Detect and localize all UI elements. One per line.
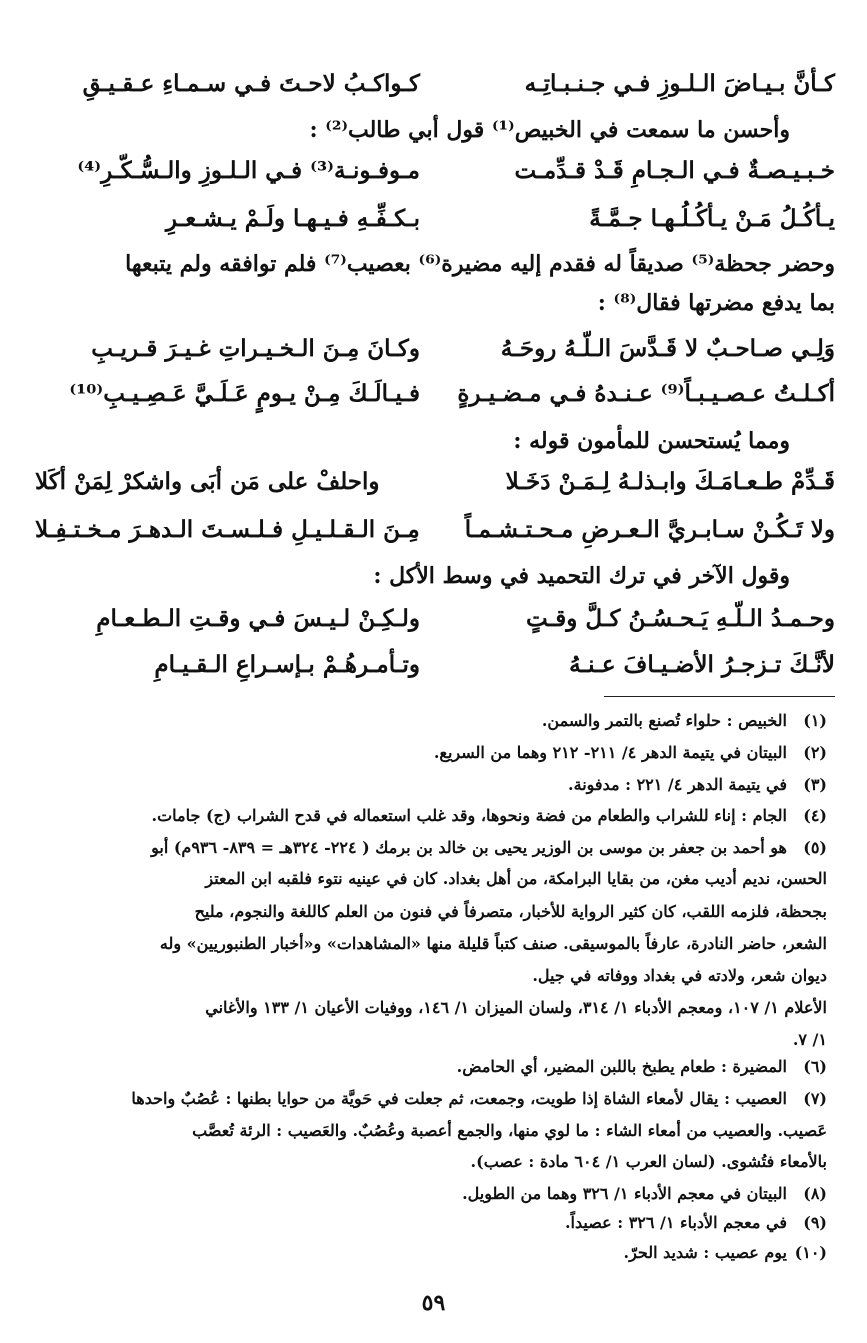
verse-first-hemistich: وحـمـدُ الـلّـهِ يَـحـسُـنُ كـلَّ وقـتٍ	[525, 605, 835, 632]
footnote-continuation: الحسن، نديم أديب مغن، من بقايا البرامكة، من أهل بغداد. كان في عينيه نتوء فلقبه ابن المعتز	[205, 869, 827, 888]
prose-line: وقول الآخر في ترك التحميد في وسط الأكل :	[373, 563, 790, 589]
verse-line	[35, 157, 835, 189]
footnote	[37, 1089, 827, 1108]
footnote	[37, 1057, 827, 1076]
verse-second-hemistich: كـواكـبُ لاحـتَ فـي سـمـاءِ عـقـيـقِ	[82, 70, 420, 97]
verse-line	[35, 380, 835, 412]
footnote-continuation: الشعر، حاضر النادرة، عارفاً بالموسيقى. صنف كتباً قليلة منها «المشاهدات» و«أخبار الطنبوريين» وله	[159, 934, 827, 953]
footnote	[37, 775, 827, 794]
verse-line	[35, 651, 835, 683]
footnote-number: (٩)	[803, 1213, 827, 1232]
verse-second-hemistich: واحلفْ على مَن أبَى واشكرْ لِمَنْ أكَلا	[35, 468, 380, 495]
footnote-text: البيتان في يتيمة الدهر ٤/ ٢١١- ٢١٢ وهما من السريع.	[433, 743, 787, 762]
verse-line	[35, 468, 835, 500]
verse-second-hemistich: مِـنَ الـقـلـيـلِ فـلـسـتَ الـدهـرَ مـخـتـفِـلا	[35, 516, 420, 543]
footnote-text: العصيب : يقال لأمعاء الشاة إذا طويت، وجمعت، ثم جعلت في حَويَّة من حوايا بطنها : عُصُبٌ واحدها	[131, 1089, 787, 1108]
footnote-text: الجام : إناء للشراب والطعام من فضة ونحوها، وقد غلب استعماله في قدح الشراب (ج) جامات.	[151, 806, 787, 825]
footnote	[37, 838, 827, 857]
footnote-continuation: ديوان شعر، ولادته في بغداد ووفاته في جيل.	[532, 966, 827, 985]
prose-line: وحضر جحظة⁽⁵⁾ صديقاً له فقدم إليه مضيرة⁽⁶⁾ بعصيب⁽⁷⁾ فلم توافقه ولم يتبعها	[125, 251, 835, 277]
footnote-number: (١٠)	[794, 1243, 827, 1262]
verse-second-hemistich: مـوفـونـة⁽³⁾ فـي الـلـوزِ والـسُّـكّـرِ⁽⁴⁾	[77, 157, 420, 184]
footnote-text: يوم عصيب : شديد الحرّ.	[623, 1243, 787, 1262]
verse-second-hemistich: ولـكِـنْ لـيـسَ فـي وقـتِ الـطـعـامِ	[96, 605, 420, 632]
prose-line: ومما يُستحسن للمأمون قوله :	[513, 428, 790, 454]
footnote-text: البيتان في معجم الأدباء ١/ ٣٢٦ وهما من الطويل.	[462, 1184, 787, 1203]
verse-line	[35, 205, 835, 237]
footnote-number: (١)	[803, 711, 827, 730]
footnote-number: (٦)	[803, 1057, 827, 1076]
footnote-text: المضيرة : طعام يطبخ باللبن المضير، أي الحامض.	[456, 1057, 787, 1076]
verse-second-hemistich: فـيـالَـكَ مِـنْ يـومٍ عَـلَـيَّ عَـصِـيـبِ⁽¹⁰⁾	[69, 380, 420, 407]
footnote	[37, 711, 827, 730]
verse-first-hemistich: خـبـيـصـةٌ فـي الـجـامِ قَـدْ قـدِّمـت	[514, 157, 835, 184]
footnote-continuation: ١/ ٧.	[792, 1030, 827, 1049]
verse-second-hemistich: بـكـفِّـهِ فـيـهـا ولَـمْ يـشـعـرِ	[165, 205, 420, 232]
verse-first-hemistich: كـأنَّ بـيـاضَ الـلـوزِ فـي جـنـبـاتِـه	[524, 70, 835, 97]
verse-first-hemistich: لأنَّـكَ تـزجـرُ الأضـيـافَ عـنـهُ	[569, 651, 835, 678]
footnote	[37, 1243, 827, 1262]
footnote-text: في معجم الأدباء ١/ ٣٢٦ : عصيداً.	[564, 1213, 787, 1232]
page-number: ٥٩	[421, 1290, 446, 1316]
prose-line: بما يدفع مضرتها فقال⁽⁸⁾ :	[597, 290, 835, 316]
footnote	[37, 1213, 827, 1232]
footnote-continuation: بجحظة، فلزمه اللقب، كان كثير الرواية للأخبار، متصرفاً في فنون من العلم كاللغة والنجوم، مليح	[194, 902, 827, 921]
verse-line	[35, 335, 835, 367]
footnote-number: (٧)	[803, 1089, 827, 1108]
verse-line	[35, 516, 835, 548]
verse-line	[35, 605, 835, 637]
prose-line: وأحسن ما سمعت في الخبيص⁽¹⁾ قول أبي طالب⁽²⁾ :	[309, 117, 790, 143]
footnote-continuation: الأعلام ١/ ١٠٧، ومعجم الأدباء ١/ ٣١٤، ولسان الميزان ١/ ١٤٦، ووفيات الأعيان ١/ ١٣٣ والأغاني	[205, 998, 827, 1017]
footnote-text: هو أحمد بن جعفر بن موسى بن الوزير يحيى بن خالد بن برمك ( ٢٢٤- ٣٢٤هـ = ٨٣٩- ٩٣٦م) أبو	[151, 838, 787, 857]
verse-first-hemistich: قَـدِّمْ طـعـامَـكَ وابـذلـهُ لِـمَـنْ دَخَـلا	[505, 468, 835, 495]
footnote-text: الخبيص : حلواء تُصنع بالتمر والسمن.	[541, 711, 787, 730]
verse-first-hemistich: يـأكُـلُ مَـنْ يـأكُـلُـهـا جـمَّـةً	[589, 205, 835, 232]
verse-first-hemistich: أكـلـتُ عـصـيـبـاً⁽⁹⁾ عـنـدهُ فـي مـضـيـرةٍ	[457, 380, 835, 407]
footnote	[37, 1184, 827, 1203]
footnote-number: (٢)	[803, 743, 827, 762]
footnote-text: في يتيمة الدهر ٤/ ٢٢١ : مدفونة.	[568, 775, 787, 794]
footnote-number: (٥)	[803, 838, 827, 857]
verse-line	[35, 70, 835, 102]
verse-first-hemistich: ولا تَـكُـنْ سـابـريَّ الـعـرضِ مـحـتـشـمـاً	[464, 516, 835, 543]
footnote	[37, 743, 827, 762]
footnote	[37, 806, 827, 825]
verse-second-hemistich: وكـانَ مِـنَ الـخـيـراتِ غـيـرَ قـريـبِ	[91, 335, 420, 362]
verse-first-hemistich: وَلِـي صـاحـبٌ لا قَـدَّسَ الـلّـهُ روحَـهُ	[500, 335, 835, 362]
footnote-separator	[604, 696, 835, 697]
footnote-number: (٤)	[803, 806, 827, 825]
verse-second-hemistich: وتـأمـرهُـمْ بـإسـراعِ الـقـيـامِ	[154, 651, 420, 678]
footnote-continuation: عَصيب. والعصيب من أمعاء الشاء : ما لوي منها، والجمع أعصبة وعُصُبٌ. والعَصيب : الرئة تُعصَّب	[192, 1121, 827, 1140]
footnote-continuation: بالأمعاء فتُشوى. (لسان العرب ١/ ٦٠٤ مادة : عصب).	[470, 1152, 827, 1171]
footnote-number: (٣)	[803, 775, 827, 794]
footnote-number: (٨)	[803, 1184, 827, 1203]
